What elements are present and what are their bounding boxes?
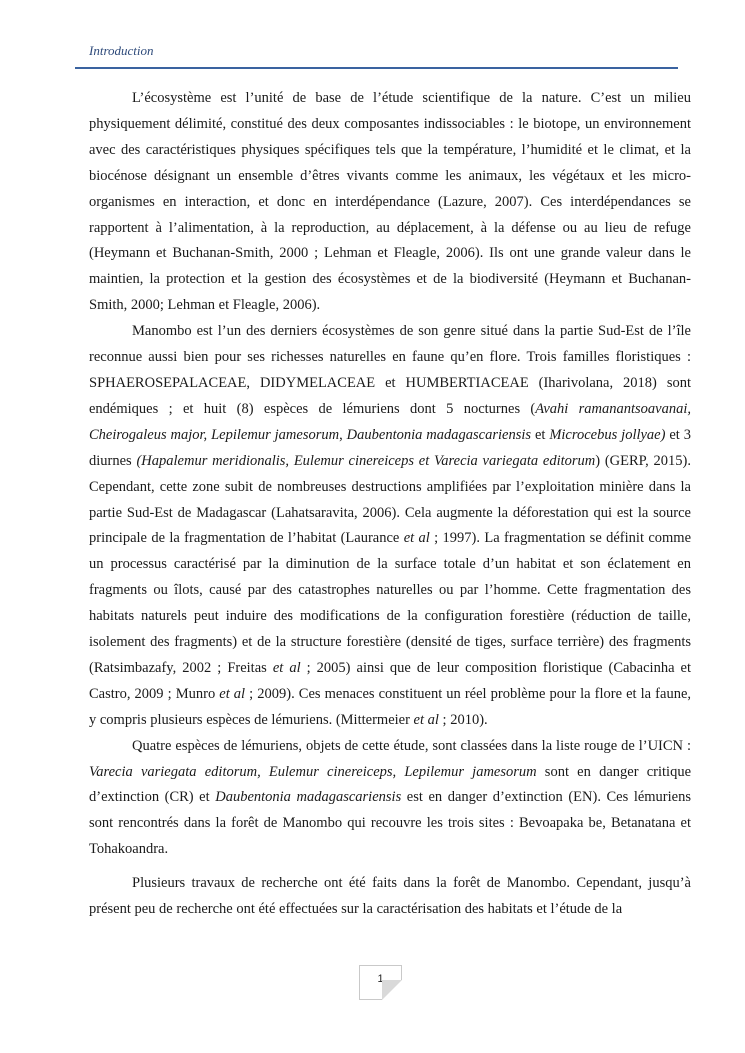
text-run: ) (GERP, 2015). Cependant, cette zone subit de nombreuses destructions amplifiées par l’exploitation minière dans la partie Sud-Est de Madagascar (Lahatsaravita, 2006). Cela augmente la déforestation qui est la source principale de la fragmentation de l’habitat (Laurance xyxy=(89,452,691,547)
italic-text: et al xyxy=(272,659,301,676)
header-divider xyxy=(75,67,678,69)
text-run: est en danger d’extinction (EN). Ces lémuriens sont rencontrés dans la forêt de Manombo qui recouvre les trois sites : Bevoapaka be, Betanatana et Tohakoandra. xyxy=(89,789,691,858)
italic-text: Avahi ramanantsoavanai, Cheirogaleus major, Lepilemur jamesorum xyxy=(89,400,691,443)
paragraph xyxy=(89,871,691,923)
italic-text: et al xyxy=(219,685,246,702)
document-body xyxy=(89,86,691,923)
page-fold-icon xyxy=(382,980,402,1000)
text-run: L’écosystème est l’unité de base de l’étude scientifique de la nature. C’est un milieu physiquement délimité, constitué des deux composantes indissociables : le biotope, un environnement avec des caractéristiques physiques spécifiques tels que la température, l’humidité et le climat, et la biocénose désignant un ensemble d’êtres vivants comme les animaux, les végétaux et les micro-organismes en interaction, et donc en interdépendance (Lazure, 2007). Ces interdépendances se rapportent à l’alimentation, à la reproduction, au déplacement, à la défense ou au lieu de refuge (Heymann et Buchanan-Smith, 2000 ; Lehman et Fleagle, 2006). Ils ont une grande valeur dans le maintien, la protection et la gestion des écosystèmes et de la biodiversité (Heymann et Buchanan-Smith, 2000; Lehman et Fleagle, 2006). xyxy=(89,90,691,314)
paragraph xyxy=(89,319,691,734)
italic-text: Microcebus jollyae) xyxy=(549,426,666,443)
text-run: ; 2010). xyxy=(438,711,488,728)
page-number xyxy=(359,965,402,1000)
text-run: ; 2009). Ces menaces constituent un réel problème pour la flore et la faune, y compris plusieurs espèces de lémuriens. (Mittermeier xyxy=(89,685,692,728)
text-run: ; 2005) ainsi que de leur composition floristique (Cabacinha et Castro, 2009 ; Munro xyxy=(89,659,691,702)
italic-text: (Hapalemur meridionalis, Eulemur cinereiceps et Varecia variegata editorum xyxy=(136,452,596,469)
text-run: Quatre espèces de lémuriens, objets de cette étude, sont classées dans la liste rouge de l’UICN : xyxy=(132,737,691,754)
paragraph xyxy=(89,734,691,864)
text-run: et 3 diurnes xyxy=(89,426,692,469)
italic-text: et al xyxy=(413,711,439,728)
text-run: Plusieurs travaux de recherche ont été faits dans la forêt de Manombo. Cependant, jusqu’à présent peu de recherche ont été effectuées sur la caractérisation des habitats et l’étude de la xyxy=(89,875,691,918)
text-run: ; 1997). La fragmentation se définit comme un processus caractérisé par la diminution de la surface totale d’un habitat et son éclatement en fragments ou îlots, causé par des catastrophes naturelles ou par l’homme. Cette fragmentation des habitats naturels peut induire des modifications de la configuration forestière (réduction de taille, isolement des fragments) et de la structure forestière (densité de tiges, surface terrière) des fragments (Ratsimbazafy, 2002 ; Freitas xyxy=(89,530,692,676)
page-number-label: 1 xyxy=(377,973,384,985)
text-run: sont en danger critique d’extinction (CR) et xyxy=(89,763,692,806)
text-run: , xyxy=(339,426,347,443)
text-run: et xyxy=(531,426,550,443)
italic-text: Varecia variegata editorum, Eulemur cinereiceps, Lepilemur jamesorum xyxy=(89,763,537,780)
paragraph xyxy=(89,86,691,319)
italic-text: Daubentonia madagascariensis xyxy=(346,426,532,443)
italic-text: Daubentonia madagascariensis xyxy=(215,789,402,806)
text-run: Manombo est l’un des derniers écosystèmes de son genre situé dans la partie Sud-Est de l’île reconnue aussi bien pour ses richesses naturelles en faune qu’en flore. Trois familles floristiques : SPHAEROSEPALACEAE, DIDYMELACEAE et HUMBERTIACEAE (Iharivolana, 2018) sont endémiques ; et huit (8) espèces de lémuriens dont 5 nocturnes ( xyxy=(89,323,691,417)
italic-text: et al xyxy=(403,530,430,547)
page-header-title: Introduction xyxy=(89,43,154,58)
